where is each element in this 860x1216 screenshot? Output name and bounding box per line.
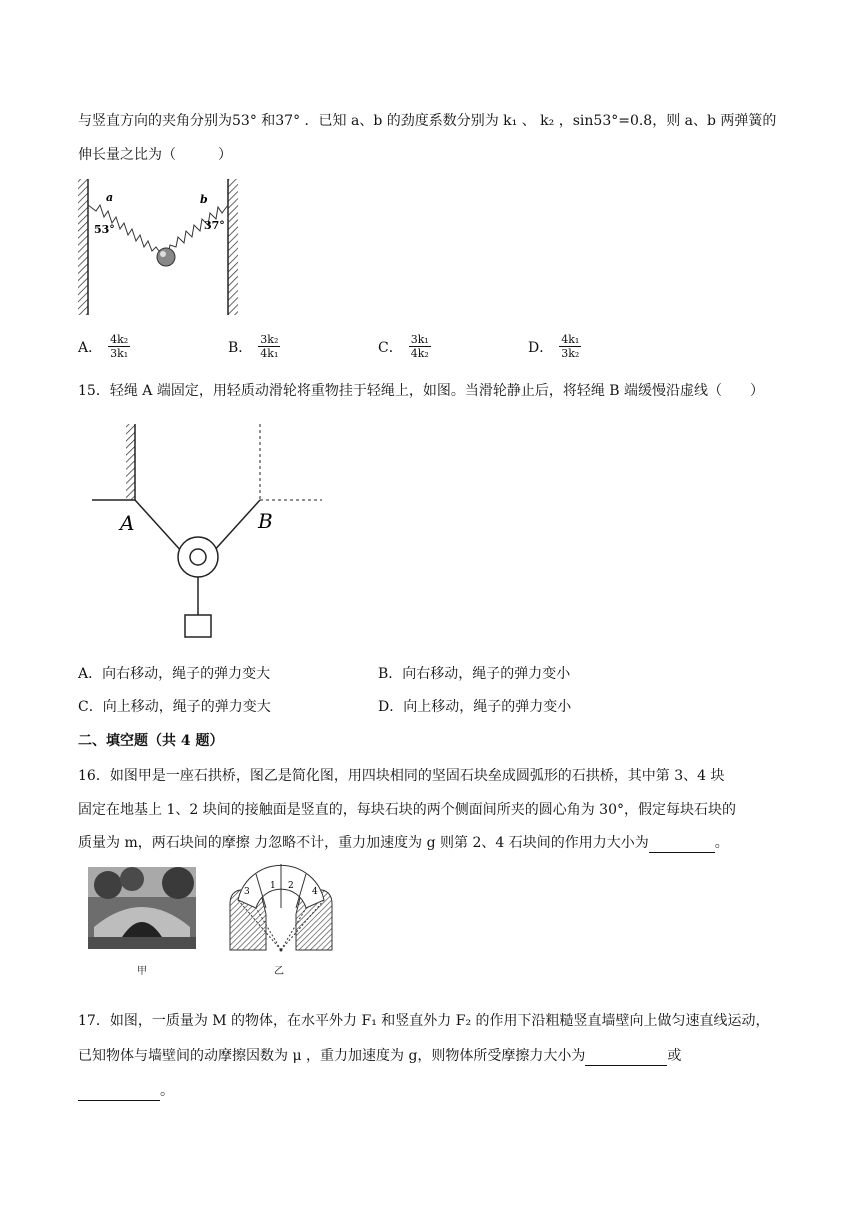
q16-stem-line2: 固定在地基上 1、2 块间的接触面是竖直的，每块石块的两个侧面间所夹的圆心角为 30°，假定每块石块的 — [78, 802, 736, 818]
q15-option-b[interactable]: B．向右移动，绳子的弹力变小 — [378, 666, 571, 682]
bridge-photo-drawing — [88, 867, 196, 949]
q16-stem-line3 — [78, 833, 729, 853]
bridge-photo — [88, 867, 196, 949]
angle-a-label: 53° — [94, 223, 115, 236]
q14-spring-figure — [70, 175, 250, 320]
q16-stem-line1: 16．如图甲是一座石拱桥，图乙是简化图，用四块相同的坚固石块垒成圆弧形的石拱桥，其中第 3、4 块 — [78, 768, 725, 784]
caption-yi: 乙 — [274, 966, 284, 977]
option-fraction — [559, 333, 581, 360]
fraction-numerator: 4k₂ — [110, 333, 129, 346]
stone-label-4: 4 — [312, 887, 318, 897]
fraction-denominator: 4k₁ — [260, 347, 279, 360]
q14-option-b[interactable] — [228, 333, 280, 360]
q15-option-d[interactable]: D．向上移动，绳子的弹力变小 — [378, 699, 572, 715]
q15-stem: 15．轻绳 A 端固定，用轻质动滑轮将重物挂于轻绳上，如图。当滑轮静止后，将轻绳 B 端缓慢沿虚线（ ） — [78, 383, 765, 399]
fraction-denominator: 3k₂ — [561, 347, 580, 360]
arch-diagram — [226, 864, 336, 954]
q17-period: 。 — [160, 1083, 174, 1099]
option-fraction — [258, 333, 280, 360]
q14-option-d[interactable] — [528, 333, 581, 360]
q15-option-c[interactable]: C．向上移动，绳子的弹力变大 — [78, 699, 271, 715]
option-fraction — [409, 333, 431, 360]
end-a-label: A — [120, 511, 135, 535]
fraction-numerator: 4k₁ — [561, 333, 580, 346]
fraction-numerator: 3k₁ — [410, 333, 429, 346]
spring-b-label: b — [200, 193, 208, 206]
q17-stem-line1: 17．如图，一质量为 M 的物体，在水平外力 F₁ 和竖直外力 F₂ 的作用下沿粗糙竖直墙壁向上做匀速直线运动， — [78, 1013, 770, 1029]
angle-b-label: 37° — [204, 219, 225, 232]
fraction-numerator: 3k₂ — [260, 333, 279, 346]
q14-stem-line2: 伸长量之比为（ ） — [78, 147, 232, 163]
stone-label-1: 1 — [270, 881, 276, 891]
answer-blank-2[interactable] — [78, 1084, 160, 1101]
answer-blank[interactable] — [649, 836, 715, 853]
q16-text: 质量为 m，两石块间的摩擦 力忽略不计，重力加速度为 g 则第 2、4 石块间的作用力大小为 — [78, 835, 649, 851]
stone-label-2: 2 — [288, 881, 294, 891]
q17-text: 已知物体与墙壁间的动摩擦因数为 μ ，重力加速度为 g，则物体所受摩擦力大小为 — [78, 1048, 586, 1064]
stone-label-3: 3 — [244, 887, 250, 897]
option-letter: C． — [378, 339, 403, 356]
option-letter: A． — [78, 339, 103, 356]
option-letter: D． — [528, 339, 554, 356]
q16-period: 。 — [714, 835, 729, 851]
q17-or: 或 — [667, 1048, 682, 1064]
q15-option-a[interactable]: A．向右移动，绳子的弹力变大 — [78, 666, 271, 682]
option-letter: B． — [228, 339, 253, 356]
q17-stem-line2 — [78, 1046, 681, 1066]
spring-a-label: a — [106, 191, 114, 204]
q14-option-c[interactable] — [378, 333, 431, 360]
q14-stem-line1: 与竖直方向的夹角分别为53° 和37° ．已知 a、b 的劲度系数分别为 k₁ 、 k₂ ，sin53°=0.8，则 a、b 两弹簧的 — [78, 113, 777, 129]
caption-jia: 甲 — [137, 966, 147, 977]
fraction-denominator: 4k₂ — [410, 347, 429, 360]
answer-blank-1[interactable] — [585, 1049, 667, 1066]
end-b-label: B — [258, 509, 273, 533]
section-title: 二、填空题（共 4 题） — [78, 733, 224, 749]
q15-pulley-figure — [90, 420, 330, 645]
q17-stem-line3 — [78, 1081, 174, 1101]
option-fraction — [108, 333, 130, 360]
fraction-denominator: 3k₁ — [110, 347, 129, 360]
q14-option-a[interactable] — [78, 333, 130, 360]
